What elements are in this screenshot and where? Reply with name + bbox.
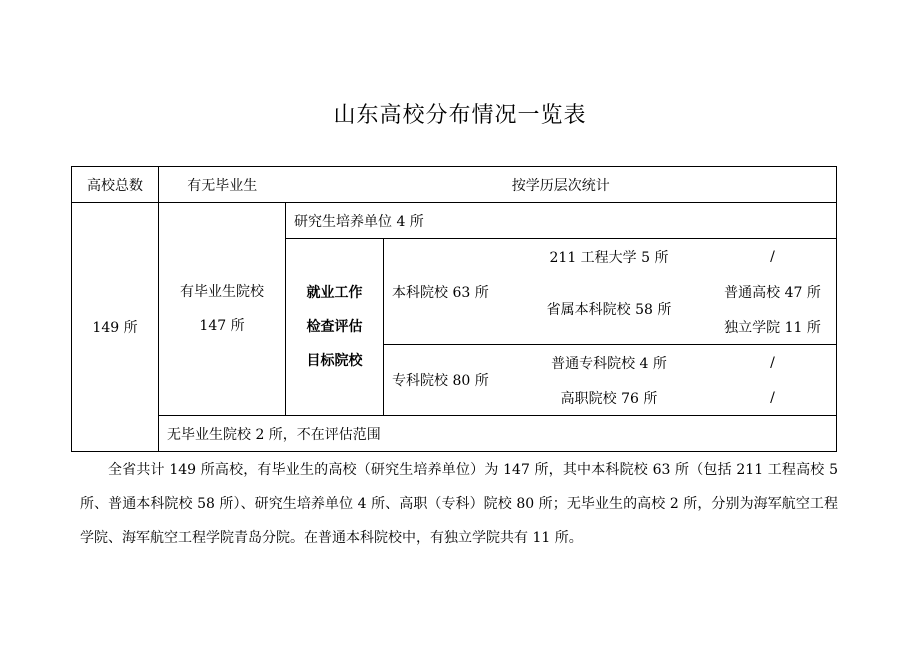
regular-vocational: 普通专科院校 4 所 — [551, 355, 667, 372]
eval-target-cell — [286, 239, 384, 416]
no-grad-row: 无毕业生院校 2 所，不在评估范围 — [159, 416, 837, 452]
with-grad-cell — [159, 203, 286, 416]
header-total: 高校总数 — [72, 167, 159, 203]
undergrad-label: 本科院校 63 所 — [384, 239, 510, 345]
distribution-table — [71, 166, 837, 452]
header-row — [72, 167, 837, 203]
regular-vocational-note: / — [770, 354, 775, 371]
header-level: 按学历层次统计 — [286, 167, 837, 203]
vocational-detail — [510, 345, 837, 416]
eval-target-line-2: 检查评估 — [306, 319, 363, 335]
provincial-undergrad: 省属本科院校 58 所 — [546, 302, 672, 318]
with-grad-label: 有毕业生院校 — [180, 284, 264, 300]
univ211: 211 工程大学 5 所 — [549, 249, 669, 266]
research-units: 研究生培养单位 4 所 — [286, 203, 837, 239]
summary-paragraph — [80, 453, 838, 555]
univ211-note: / — [770, 248, 775, 265]
higher-vocational-note: / — [770, 389, 775, 406]
eval-target-line-1: 就业工作 — [306, 285, 363, 301]
vocational-label: 专科院校 80 所 — [384, 345, 510, 416]
summary-text: 全省共计 149 所高校，有毕业生的高校（研究生培养单位）为 147 所，其中本科院校 63 所（包括 211 工程高校 5 所、普通本科院校 58 所）、研究生培养单位 4 所、高职（专科）院校 80 所；无毕业生的高校 2 所，分别为海军航空工程学院、海军航空工程学院青岛分院。在普通本科院校中，有独立学院共有 11 所。 — [80, 462, 838, 546]
eval-target-line-3: 目标院校 — [306, 353, 363, 369]
page-title: 山东高校分布情况一览表 — [333, 103, 587, 128]
independent-college: 独立学院 11 所 — [724, 319, 821, 336]
total-value: 149 所 — [72, 203, 159, 452]
regular-undergrad: 普通高校 47 所 — [724, 284, 821, 301]
header-grad: 有无毕业生 — [159, 167, 286, 203]
undergrad-detail — [510, 239, 837, 345]
with-grad-count: 147 所 — [199, 318, 245, 334]
higher-vocational: 高职院校 76 所 — [560, 390, 658, 407]
